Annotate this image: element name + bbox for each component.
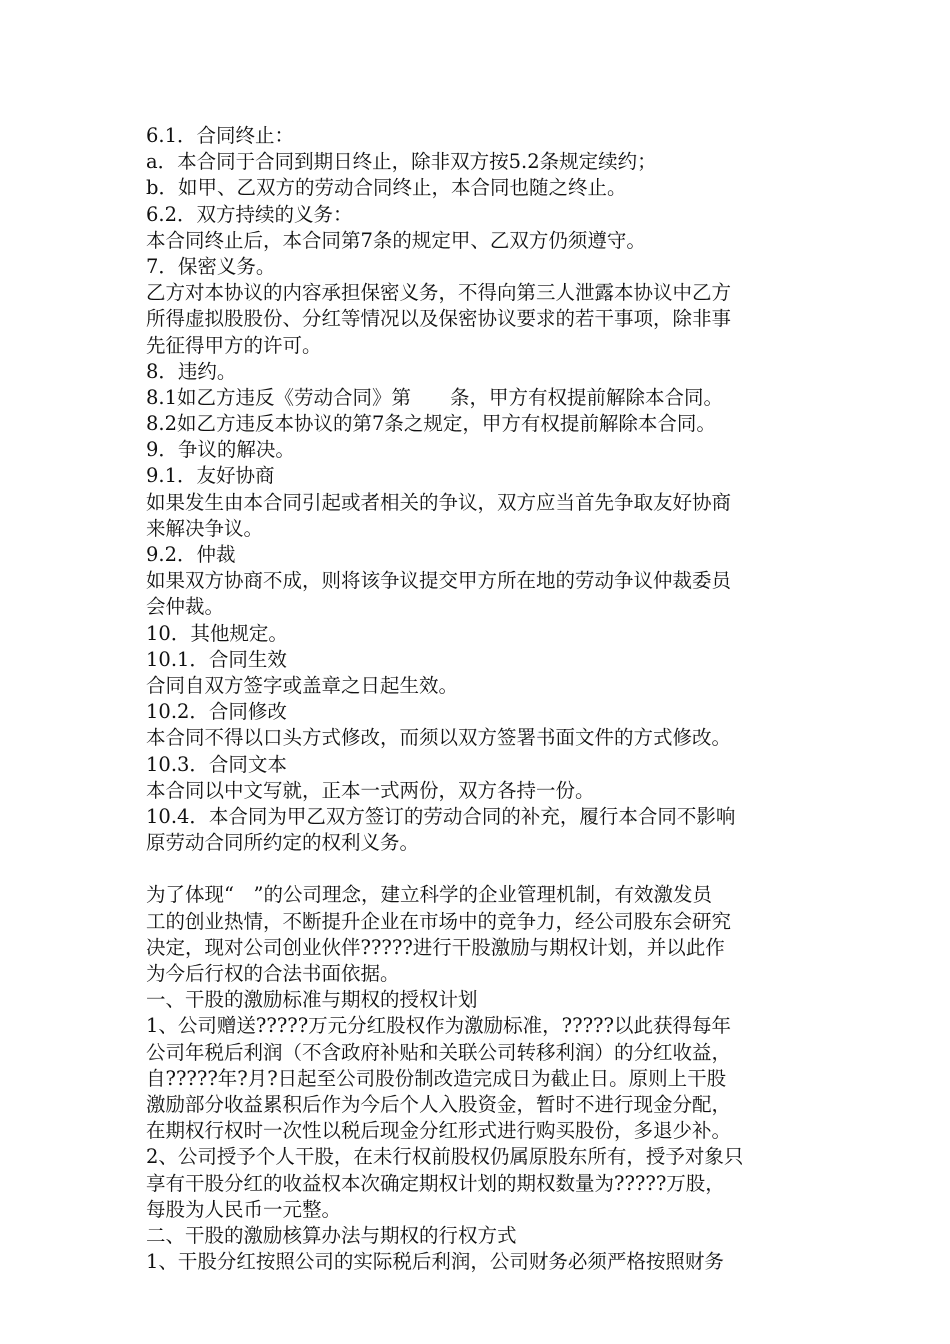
clause-7-text-line: 先征得甲方的许可。	[146, 333, 322, 357]
item-1-line: 自?????年?月?日起至公司股份制改造完成日为截止日。原则上干股	[146, 1066, 727, 1090]
clause-9-heading: 9．争议的解决。	[146, 438, 295, 462]
clause-9-2-text-line: 如果双方协商不成，则将该争议提交甲方所在地的劳动争议仲裁委员	[146, 569, 732, 593]
clause-10-3-heading: 10.3．合同文本	[146, 752, 287, 776]
section-two-heading: 二、干股的激励核算办法与期权的行权方式	[146, 1223, 517, 1247]
clause-10-1-text: 合同自双方签字或盖章之日起生效。	[146, 673, 459, 697]
section-one-heading: 一、干股的激励标准与期权的授权计划	[146, 988, 478, 1012]
clause-10-1-heading: 10.1．合同生效	[146, 647, 287, 671]
clause-8-1: 8.1如乙方违反《劳动合同》第 条，甲方有权提前解除本合同。	[146, 385, 724, 409]
clause-8-heading: 8．违约。	[146, 359, 237, 383]
clause-8-2: 8.2如乙方违反本协议的第7条之规定，甲方有权提前解除本合同。	[146, 412, 716, 436]
clause-10-4-text-line: 10.4．本合同为甲乙双方签订的劳动合同的补充，履行本合同不影响	[146, 804, 736, 828]
item-1-line: 公司年税后利润（不含政府补贴和关联公司转移利润）的分红收益，	[146, 1040, 732, 1064]
preamble-line: 决定，现对公司创业伙伴?????进行干股激励与期权计划，并以此作	[146, 935, 725, 959]
item-1-line: 1、公司赠送?????万元分红股权作为激励标准，?????以此获得每年	[146, 1014, 731, 1038]
clause-10-2-heading: 10.2．合同修改	[146, 700, 287, 724]
clause-6-1-a: a．本合同于合同到期日终止，除非双方按5.2条规定续约；	[146, 150, 657, 174]
clause-9-1-heading: 9.1．友好协商	[146, 464, 275, 488]
clause-9-2-heading: 9.2．仲裁	[146, 543, 236, 566]
preamble-line: 工的创业热情，不断提升企业在市场中的竞争力，经公司股东会研究	[146, 909, 732, 933]
clause-7-text-line: 乙方对本协议的内容承担保密义务，不得向第三人泄露本协议中乙方	[146, 281, 732, 305]
equity-incentive-section	[146, 882, 810, 1275]
item-2-line: 享有干股分红的收益权本次确定期权计划的期权数量为?????万股，	[146, 1171, 725, 1195]
clause-10-4-text-line: 原劳动合同所约定的权利义务。	[146, 831, 420, 855]
clause-9-2-text-line: 会仲裁。	[146, 595, 225, 619]
section-spacer	[146, 856, 810, 882]
clause-7-text-line: 所得虚拟股股份、分红等情况以及保密协议要求的若干事项，除非事	[146, 307, 732, 331]
clause-10-2-text: 本合同不得以口头方式修改，而须以双方签署书面文件的方式修改。	[146, 726, 732, 750]
document-page	[146, 123, 810, 1275]
clause-9-1-text-line: 如果发生由本合同引起或者相关的争议，双方应当首先争取友好协商	[146, 490, 732, 514]
item-1-line: 在期权行权时一次性以税后现金分红形式进行购买股份，多退少补。	[146, 1119, 732, 1143]
item-1-line: 激励部分收益累积后作为今后个人入股资金，暂时不进行现金分配，	[146, 1092, 732, 1116]
clause-10-heading: 10．其他规定。	[146, 621, 288, 645]
preamble-line: 为了体现“ ”的公司理念，建立科学的企业管理机制，有效激发员	[146, 883, 712, 907]
item-2-line: 每股为人民币一元整。	[146, 1197, 342, 1221]
item-2-line: 2、公司授予个人干股，在未行权前股权仍属原股东所有，授予对象只	[146, 1145, 744, 1169]
clause-7-heading: 7．保密义务。	[146, 254, 276, 278]
clause-6-1-heading: 6.1．合同终止：	[146, 124, 295, 147]
clause-6-2-text: 本合同终止后，本合同第7条的规定甲、乙双方仍须遵守。	[146, 228, 646, 252]
clause-10-3-text: 本合同以中文写就，正本一式两份，双方各持一份。	[146, 778, 595, 802]
preamble-line: 为今后行权的合法书面依据。	[146, 962, 400, 985]
clause-6-2-heading: 6.2．双方持续的义务：	[146, 202, 353, 226]
clause-9-1-text-line: 来解决争议。	[146, 516, 264, 540]
section-two-item-1-line: 1、干股分红按照公司的实际税后利润，公司财务必须严格按照财务	[146, 1250, 724, 1274]
clause-6-1-b: b．如甲、乙双方的劳动合同终止，本合同也随之终止。	[146, 176, 627, 200]
contract-terms-section	[146, 123, 810, 856]
